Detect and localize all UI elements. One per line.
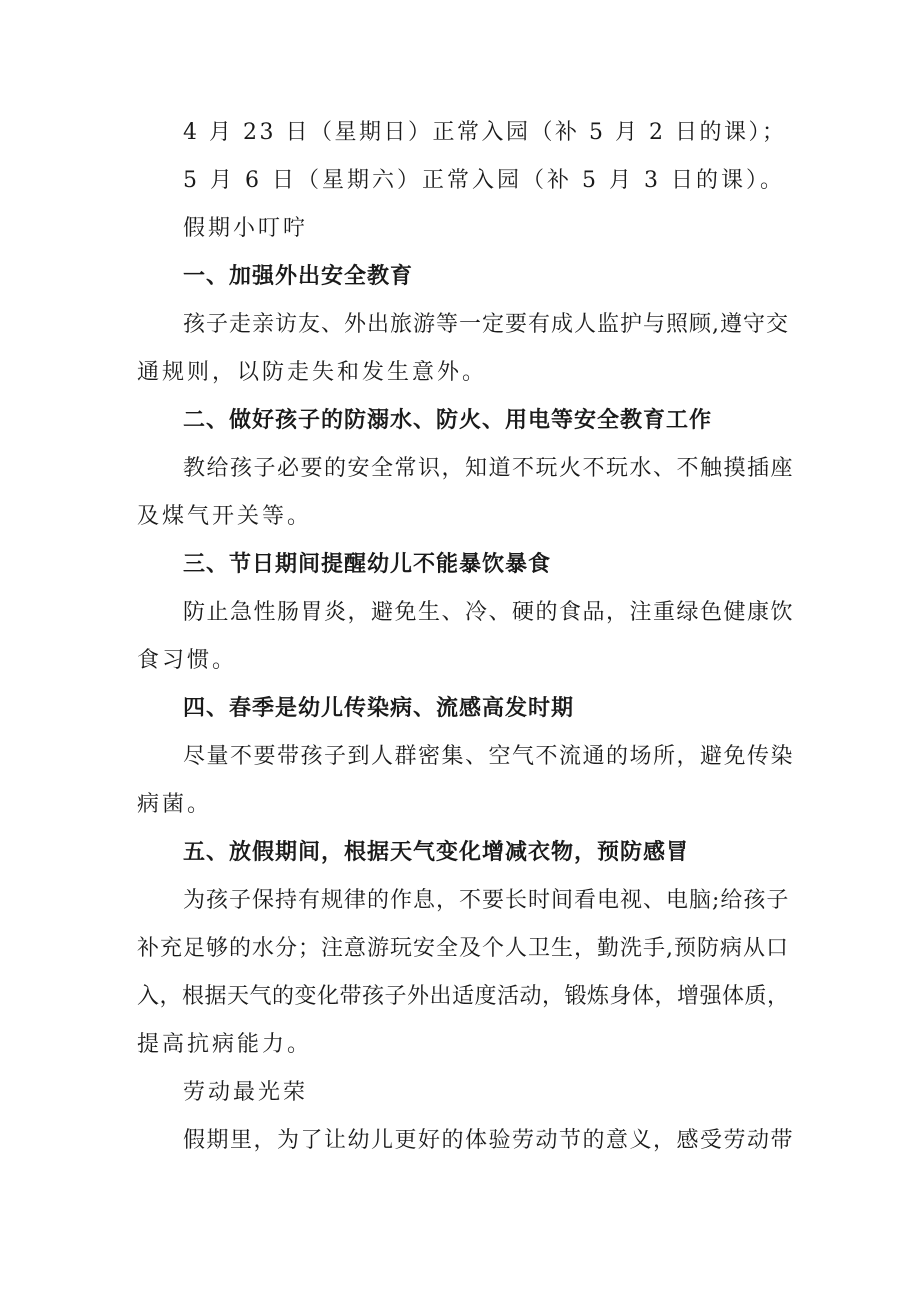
paragraph-5-line-2: 补充足够的水分；注意游玩安全及个人卫生，勤洗手,预防病从口 <box>137 936 789 961</box>
heading-5: 五、放假期间，根据天气变化增减衣物，预防感冒 <box>183 840 690 865</box>
paragraph-5-line-3: 入，根据天气的变化带孩子外出适度活动，锻炼身体，增强体质， <box>137 984 790 1009</box>
holiday-schedule-line-1: 4 月 23 日（星期日）正常入园（补 5 月 2 日的课）； <box>183 120 787 145</box>
section-title-holiday-tips: 假期小叮咛 <box>183 216 309 241</box>
paragraph-2-line-1: 教给孩子必要的安全常识，知道不玩火不玩水、不触摸插座 <box>183 456 795 481</box>
paragraph-2-line-2: 及煤气开关等。 <box>137 504 313 529</box>
heading-4: 四、春季是幼儿传染病、流感高发时期 <box>183 696 575 721</box>
paragraph-3-line-1: 防止急性肠胃炎，避免生、冷、硬的食品，注重绿色健康饮 <box>183 600 795 625</box>
section-title-labor: 劳动最光荣 <box>183 1080 309 1105</box>
heading-3: 三、节日期间提醒幼儿不能暴饮暴食 <box>183 552 552 577</box>
paragraph-5-line-4: 提高抗病能力。 <box>137 1032 313 1057</box>
paragraph-6-line-1: 假期里，为了让幼儿更好的体验劳动节的意义，感受劳动带 <box>183 1128 795 1153</box>
paragraph-4-line-1: 尽量不要带孩子到人群密集、空气不流通的场所，避免传染 <box>183 744 795 769</box>
paragraph-4-line-2: 病菌。 <box>137 792 213 817</box>
paragraph-1-line-1: 孩子走亲访友、外出旅游等一定要有成人监护与照顾,遵守交 <box>183 312 789 337</box>
paragraph-3-line-2: 食习惯。 <box>137 648 238 673</box>
paragraph-1-line-2: 通规则，以防走失和发生意外。 <box>137 360 488 385</box>
heading-1: 一、加强外出安全教育 <box>183 264 414 289</box>
holiday-schedule-line-2: 5 月 6 日（星期六）正常入园（补 5 月 3 日的课）。 <box>183 168 785 193</box>
paragraph-5-line-1: 为孩子保持有规律的作息，不要长时间看电视、电脑;给孩子 <box>183 888 790 913</box>
heading-2: 二、做好孩子的防溺水、防火、用电等安全教育工作 <box>183 408 713 433</box>
